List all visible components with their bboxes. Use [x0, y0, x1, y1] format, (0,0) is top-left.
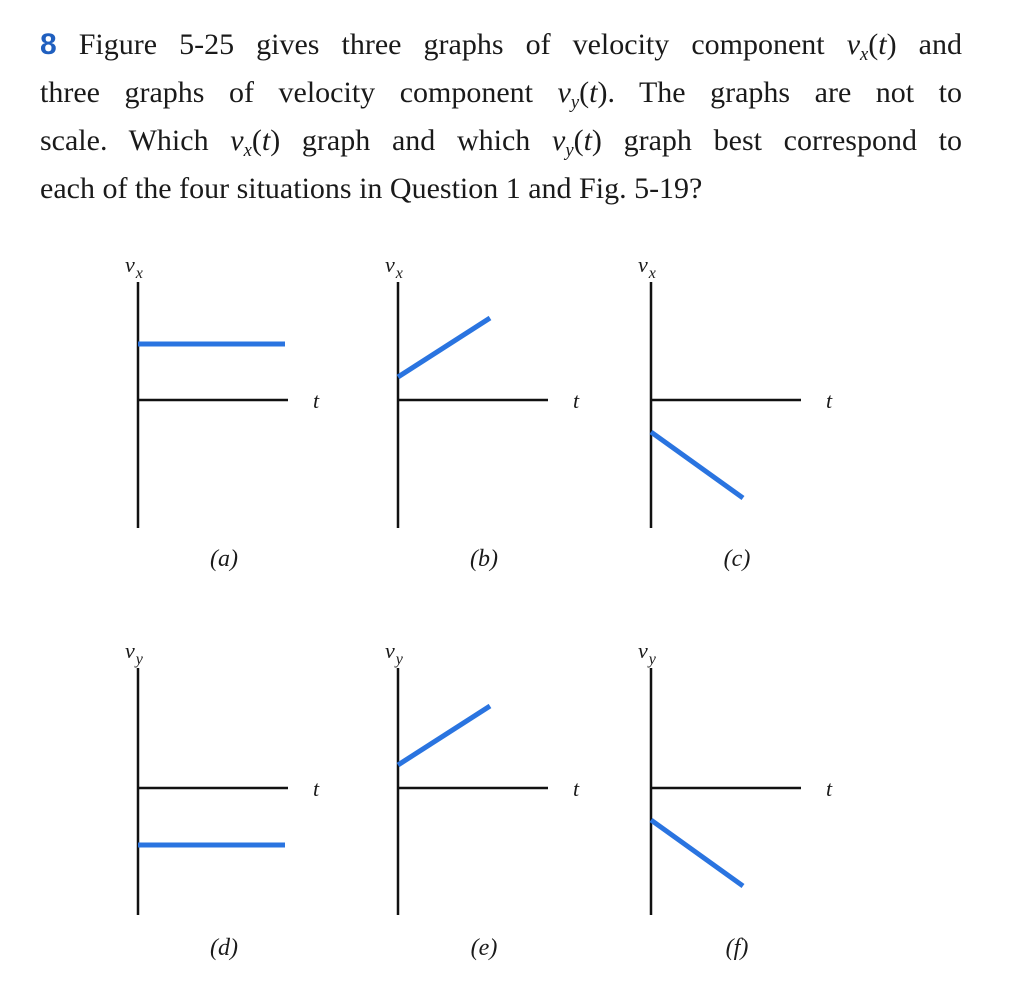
velocity-axis-label: $v_y$	[638, 638, 656, 668]
velocity-axis-label: $v_y$	[125, 638, 143, 668]
velocity-axis-label: $v_x$	[125, 252, 143, 282]
time-axis-label: t	[313, 776, 320, 801]
graph-c	[638, 252, 833, 572]
time-axis-label: t	[573, 776, 580, 801]
graph-caption: (c)	[723, 546, 751, 572]
velocity-axis-label: $v_x$	[638, 252, 656, 282]
time-axis-label: t	[826, 388, 833, 413]
problem-line-1: 8 Figure 5-25 gives three graphs of velocity component $v_x(t)$ and	[40, 28, 962, 65]
velocity-curve	[651, 432, 743, 498]
graph-caption: (e)	[470, 935, 498, 961]
graph-a	[125, 252, 320, 572]
graph-e	[385, 638, 580, 961]
problem-line-2: three graphs of velocity component $v_y(t)$. The graphs are not to	[40, 75, 962, 113]
velocity-axis-label: $v_x$	[385, 252, 403, 282]
problem-line-3: scale. Which $v_x(t)$ graph and which $v_y(t)$ graph best correspond to	[40, 123, 962, 161]
time-axis-label: t	[573, 388, 580, 413]
problem-line-4: each of the four situations in Question 1 and Fig. 5-19?	[40, 171, 703, 205]
graph-caption: (f)	[725, 935, 749, 961]
time-axis-label: t	[313, 388, 320, 413]
velocity-curve	[398, 318, 490, 377]
graph-f	[638, 638, 833, 961]
problem-number: 8	[40, 28, 57, 61]
graph-b	[385, 252, 580, 572]
velocity-curve	[651, 820, 743, 886]
velocity-curve	[398, 706, 490, 765]
time-axis-label: t	[826, 776, 833, 801]
velocity-axis-label: $v_y$	[385, 638, 403, 668]
graph-caption: (b)	[470, 546, 498, 572]
graph-caption: (a)	[210, 546, 238, 572]
graph-caption: (d)	[210, 935, 238, 961]
graph-d	[125, 638, 320, 961]
